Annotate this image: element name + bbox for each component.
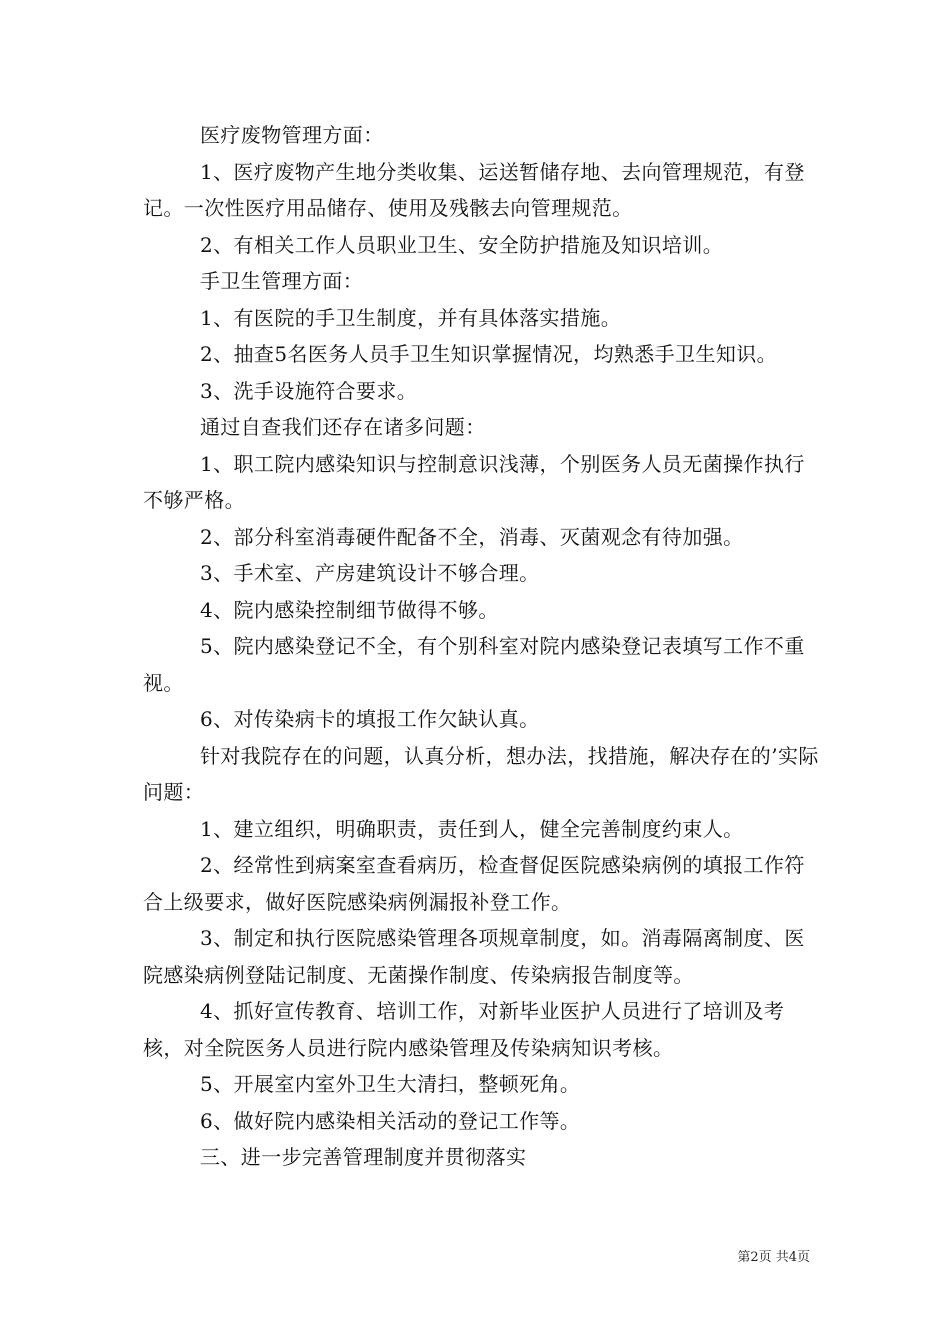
paragraph-hand-hygiene-3: 3、洗手设施符合要求。 <box>200 378 418 403</box>
paragraph-hand-hygiene-2: 2、抽查5名医务人员手卫生知识掌握情况，均熟悉手卫生知识。 <box>200 342 778 366</box>
paragraph-measure-6: 6、做好院内感染相关活动的登记工作等。 <box>200 1108 581 1133</box>
paragraph-hand-hygiene-1: 1、有医院的手卫生制度，并有具体落实措施。 <box>200 305 622 330</box>
paragraph-measure-5: 5、开展室内室外卫生大清扫，整顿死角。 <box>200 1072 581 1096</box>
paragraph-measure-4: 4、抓好宣传教育、培训工作，对新毕业医护人员进行了培训及考核，对全院医务人员进行院内感染管理及传染病知识考核。 <box>143 999 785 1060</box>
document-body <box>143 117 823 1176</box>
paragraph-measure-3: 3、制定和执行医院感染管理各项规章制度，如。消毒隔离制度、医院感染病例登陆记制度、无菌操作制度、传染病报告制度等。 <box>143 926 805 987</box>
paragraph-problem-3: 3、手术室、产房建筑设计不够合理。 <box>200 561 540 585</box>
paragraph-problem-4: 4、院内感染控制细节做得不够。 <box>200 597 499 622</box>
paragraph-measure-1: 1、建立组织，明确职责，责任到人，健全完善制度约束人。 <box>200 816 744 841</box>
paragraph-hand-hygiene-heading: 手卫生管理方面： <box>200 269 364 293</box>
paragraph-problem-5: 5、院内感染登记不全，有个别科室对院内感染登记表填写工作不重视。 <box>143 634 805 695</box>
paragraph-medical-waste-heading: 医疗废物管理方面： <box>200 123 384 147</box>
paragraph-measures-heading: 针对我院存在的问题，认真分析，想办法，找措施，解决存在的’实际问题： <box>143 743 819 804</box>
paragraph-problem-1: 1、职工院内感染知识与控制意识浅薄，个别医务人员无菌操作执行不够严格。 <box>143 451 805 512</box>
paragraph-problem-2: 2、部分科室消毒硬件配备不全，消毒、灭菌观念有待加强。 <box>200 524 744 549</box>
page-number-footer: 第2页 共4页 <box>737 1250 810 1265</box>
paragraph-section-three-heading: 三、进一步完善管理制度并贯彻落实 <box>200 1145 527 1169</box>
paragraph-medical-waste-2: 2、有相关工作人员职业卫生、安全防护措施及知识培训。 <box>200 232 724 257</box>
paragraph-problem-6: 6、对传染病卡的填报工作欠缺认真。 <box>200 707 540 731</box>
paragraph-measure-2: 2、经常性到病案室查看病历，检查督促医院感染病例的填报工作符合上级要求，做好医院感染病例漏报补登工作。 <box>143 853 805 914</box>
paragraph-problems-heading: 通过自查我们还存在诸多问题： <box>200 415 486 439</box>
paragraph-medical-waste-1: 1、医疗废物产生地分类收集、运送暂储存地、去向管理规范，有登记。一次性医疗用品储存、使用及残骸去向管理规范。 <box>143 159 805 220</box>
